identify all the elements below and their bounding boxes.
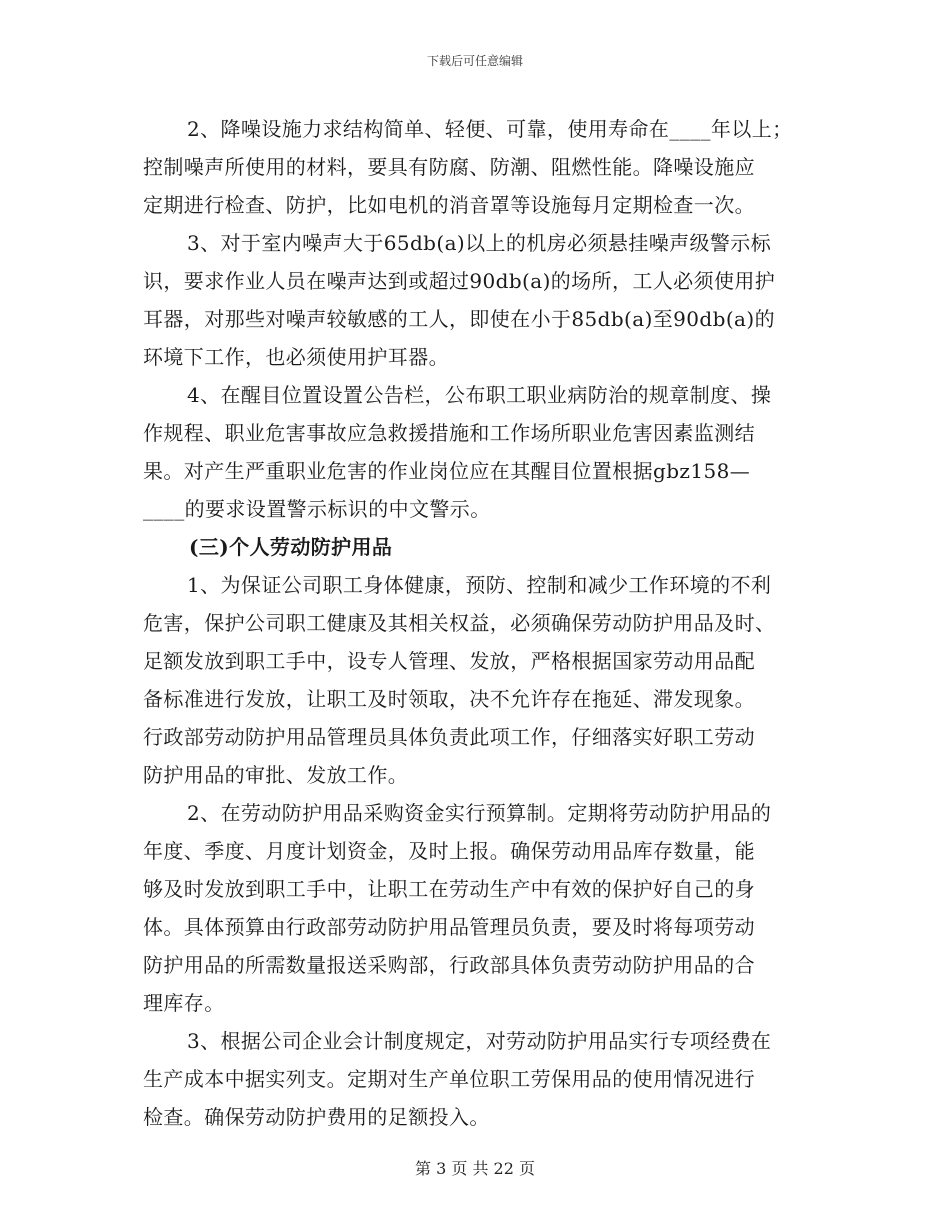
paragraph-line: 3、根据公司企业会计制度规定，对劳动防护用品实行专项经费在 xyxy=(187,1029,772,1053)
paragraph-line: 体。具体预算由行政部劳动防护用品管理员负责，要及时将每项劳动 xyxy=(143,915,755,939)
paragraph-line: 作规程、职业危害事故应急救援措施和工作场所职业危害因素监测结 xyxy=(143,421,755,445)
paragraph-line: 控制噪声所使用的材料，要具有防腐、防潮、阻燃性能。降噪设施应 xyxy=(143,155,755,179)
paragraph-line: 2、降噪设施力求结构简单、轻便、可靠，使用寿命在____年以上； xyxy=(187,117,793,141)
paragraph-line: 备标准进行发放，让职工及时领取，决不允许存在拖延、滞发现象。 xyxy=(143,687,755,711)
paragraph-line: 环境下工作，也必须使用护耳器。 xyxy=(143,345,449,369)
paragraph-line: 4、在醒目位置设置公告栏，公布职工职业病防治的规章制度、操 xyxy=(187,383,772,407)
paragraph-line: 防护用品的审批、发放工作。 xyxy=(143,763,409,787)
paragraph-line: 理库存。 xyxy=(143,991,225,1015)
paragraph-line: 1、为保证公司职工身体健康，预防、控制和减少工作环境的不利 xyxy=(187,573,772,597)
paragraph-line: 定期进行检查、防护，比如电机的消音罩等设施每月定期检查一次。 xyxy=(143,193,755,217)
paragraph-line: 生产成本中据实列支。定期对生产单位职工劳保用品的使用情况进行 xyxy=(143,1067,755,1091)
paragraph-line: 识，要求作业人员在噪声达到或超过90db(a)的场所，工人必须使用护 xyxy=(143,269,776,293)
paragraph-line: 足额发放到职工手中，设专人管理、发放，严格根据国家劳动用品配 xyxy=(143,649,755,673)
section-heading: (三)个人劳动防护用品 xyxy=(189,535,393,559)
page-footer-number: 第 3 页 共 22 页 xyxy=(415,1159,535,1178)
page-header-note: 下载后可任意编辑 xyxy=(426,54,523,68)
paragraph-line: 3、对于室内噪声大于65db(a)以上的机房必须悬挂噪声级警示标 xyxy=(187,231,772,255)
paragraph-line: 危害，保护公司职工健康及其相关权益，必须确保劳动防护用品及时、 xyxy=(143,611,776,635)
paragraph-line: 耳器，对那些对噪声较敏感的工人，即使在小于85db(a)至90db(a)的 xyxy=(143,307,775,331)
paragraph-line: 检查。确保劳动防护费用的足额投入。 xyxy=(143,1105,490,1129)
paragraph-line: 年度、季度、月度计划资金，及时上报。确保劳动用品库存数量，能 xyxy=(143,839,755,863)
paragraph-line: ____的要求设置警示标识的中文警示。 xyxy=(143,497,491,521)
document-body xyxy=(143,110,813,1136)
paragraph-line: 行政部劳动防护用品管理员具体负责此项工作，仔细落实好职工劳动 xyxy=(143,725,755,749)
paragraph-line: 果。对产生严重职业危害的作业岗位应在其醒目位置根据gbz158— xyxy=(143,459,751,483)
paragraph-line: 防护用品的所需数量报送采购部，行政部具体负责劳动防护用品的合 xyxy=(143,953,755,977)
paragraph-line: 2、在劳动防护用品采购资金实行预算制。定期将劳动防护用品的 xyxy=(187,801,772,825)
paragraph-line: 够及时发放到职工手中，让职工在劳动生产中有效的保护好自己的身 xyxy=(143,877,755,901)
